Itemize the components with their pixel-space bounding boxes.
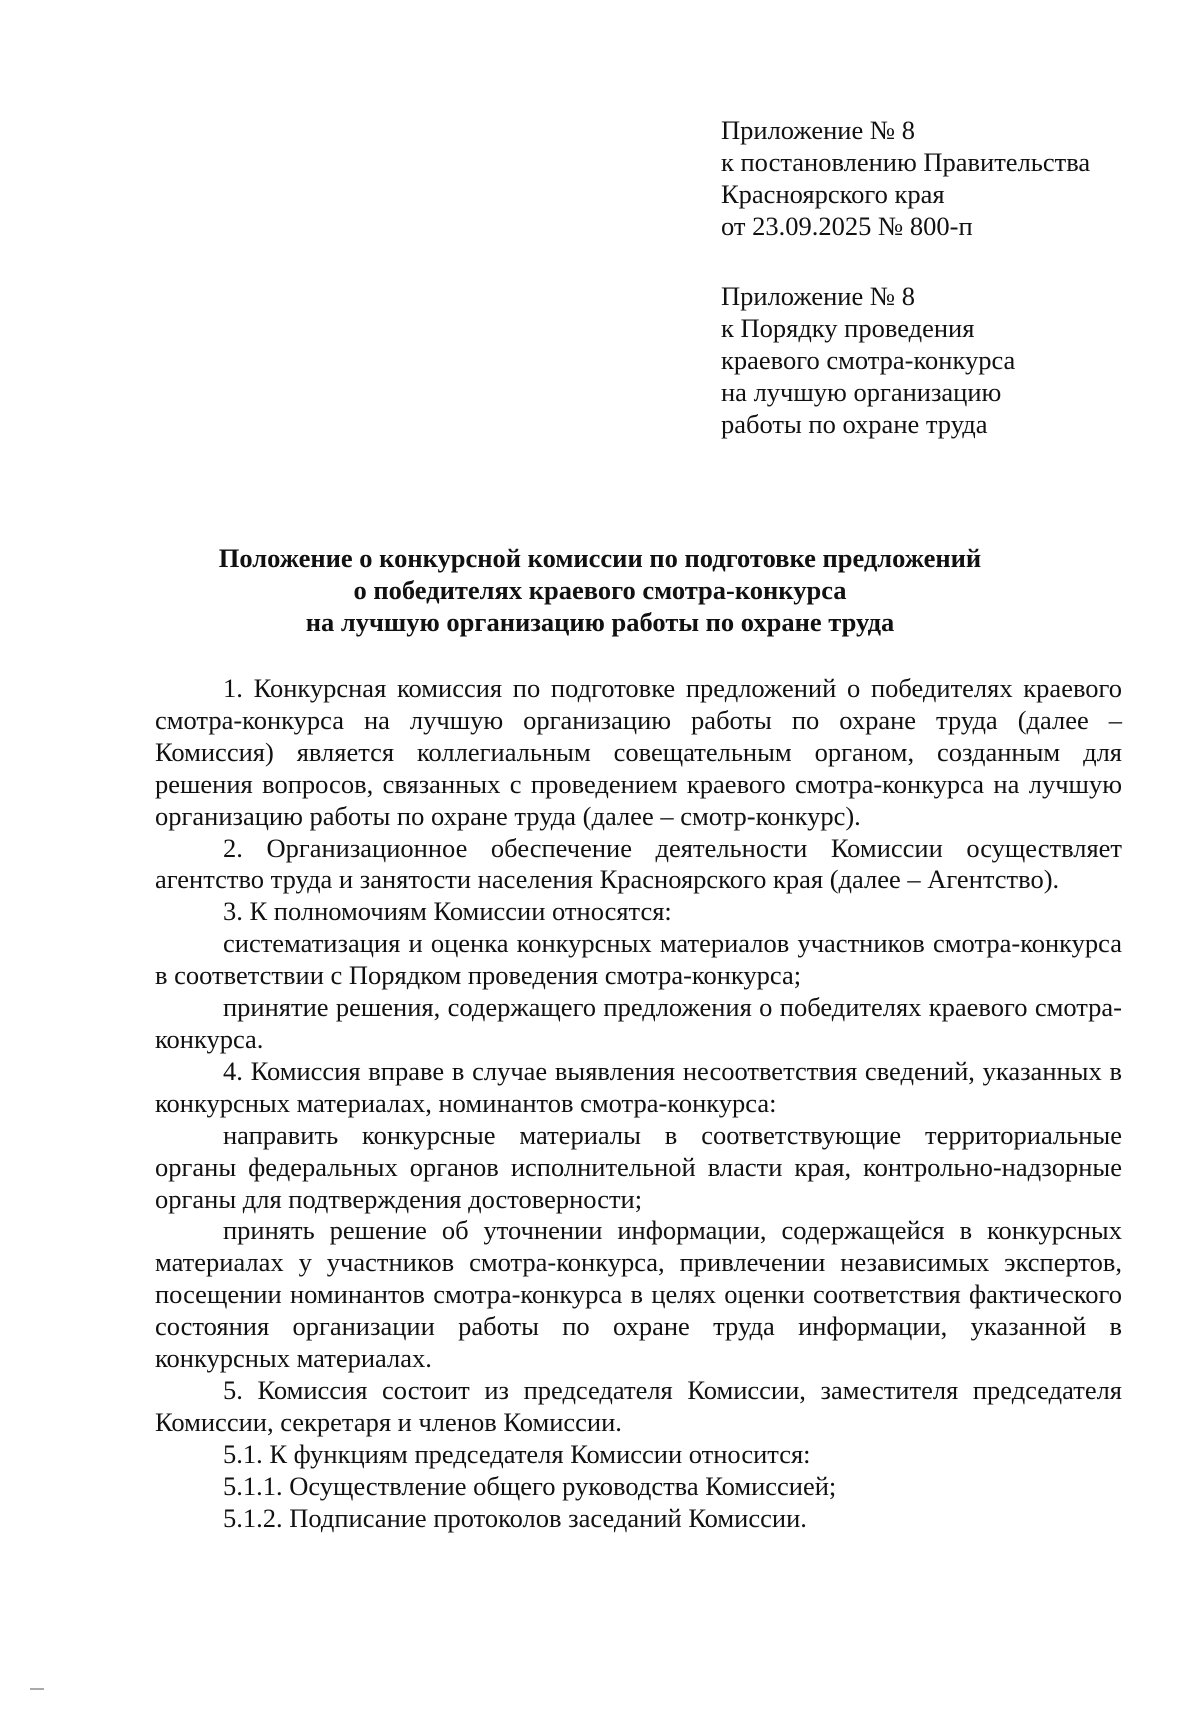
- paragraph-5-1-1: 5.1.1. Осуществление общего руководства Комиссией;: [223, 1470, 837, 1501]
- appendix-line: на лучшую организацию: [721, 377, 1002, 407]
- paragraph-3: 3. К полномочиям Комиссии относятся:: [223, 896, 672, 927]
- paragraph-4: 4. Комиссия вправе в случае выявления несоответствия сведений, указанных в конкурсных материалах, номинантов смотра-конкурса:: [155, 1055, 1122, 1118]
- paragraph-4-item-2: принять решение об уточнении информации, содержащейся в конкурсных материалах у участников смотра-конкурса, привлечении независимых экспертов, посещении номинантов смотра-конкурса в целях оценки соответствия фактического состояния организации работы по охране труда информации, указанной в конкурсных материалах.: [155, 1215, 1122, 1374]
- title-line: о победителях краевого смотра-конкурса: [353, 575, 847, 605]
- paragraph-1: 1. Конкурсная комиссия по подготовке предложений о победителях краевого смотра-конкурса на лучшую организацию работы по охране труда (далее – Комиссия) является коллегиальным совещательным органом, созданным для решения вопросов, связанных с проведением краевого смотра-конкурса на лучшую организацию работы по охране труда (далее – смотр-конкурс).: [155, 673, 1122, 831]
- paragraph-5: 5. Комиссия состоит из председателя Комиссии, заместителя председателя Комиссии, секретаря и членов Комиссии.: [155, 1374, 1122, 1437]
- scan-artifact-mark: [30, 1688, 44, 1696]
- appendix-line: Красноярского края: [721, 179, 945, 209]
- paragraph-2: 2. Организационное обеспечение деятельности Комиссии осуществляет агентство труда и занятости населения Красноярского края (далее – Агентство).: [155, 832, 1122, 895]
- appendix-line: работы по охране труда: [721, 409, 988, 439]
- appendix-header-contest-order: [721, 280, 1161, 440]
- paragraph-4-item-1: направить конкурсные материалы в соответствующие территориальные органы федеральных органов исполнительной власти края, контрольно-надзорные органы для подтверждения достоверности;: [155, 1119, 1122, 1214]
- paragraph-3-item-1: систематизация и оценка конкурсных материалов участников смотра-конкурса в соответствии с Порядком проведения смотра-конкурса;: [155, 928, 1122, 991]
- paragraph-3-item-2: принятие решения, содержащего предложения о победителях краевого смотра-конкурса.: [155, 992, 1122, 1054]
- appendix-line: краевого смотра-конкурса: [721, 345, 1016, 375]
- document-title: [150, 542, 1050, 638]
- appendix-line: Приложение № 8: [721, 281, 916, 311]
- document-body: [155, 673, 1122, 1534]
- appendix-line: к Порядку проведения: [721, 313, 975, 343]
- appendix-header-government-resolution: [721, 114, 1161, 242]
- appendix-line: к постановлению Правительства: [721, 147, 1091, 177]
- paragraph-5-1-2: 5.1.2. Подписание протоколов заседаний Комиссии.: [223, 1502, 807, 1533]
- title-line: на лучшую организацию работы по охране труда: [305, 607, 895, 637]
- appendix-line: от 23.09.2025 № 800-п: [721, 211, 973, 241]
- appendix-line: Приложение № 8: [721, 115, 916, 145]
- paragraph-5-1: 5.1. К функциям председателя Комиссии относится:: [223, 1438, 811, 1469]
- title-line: Положение о конкурсной комиссии по подготовке предложений: [218, 543, 982, 573]
